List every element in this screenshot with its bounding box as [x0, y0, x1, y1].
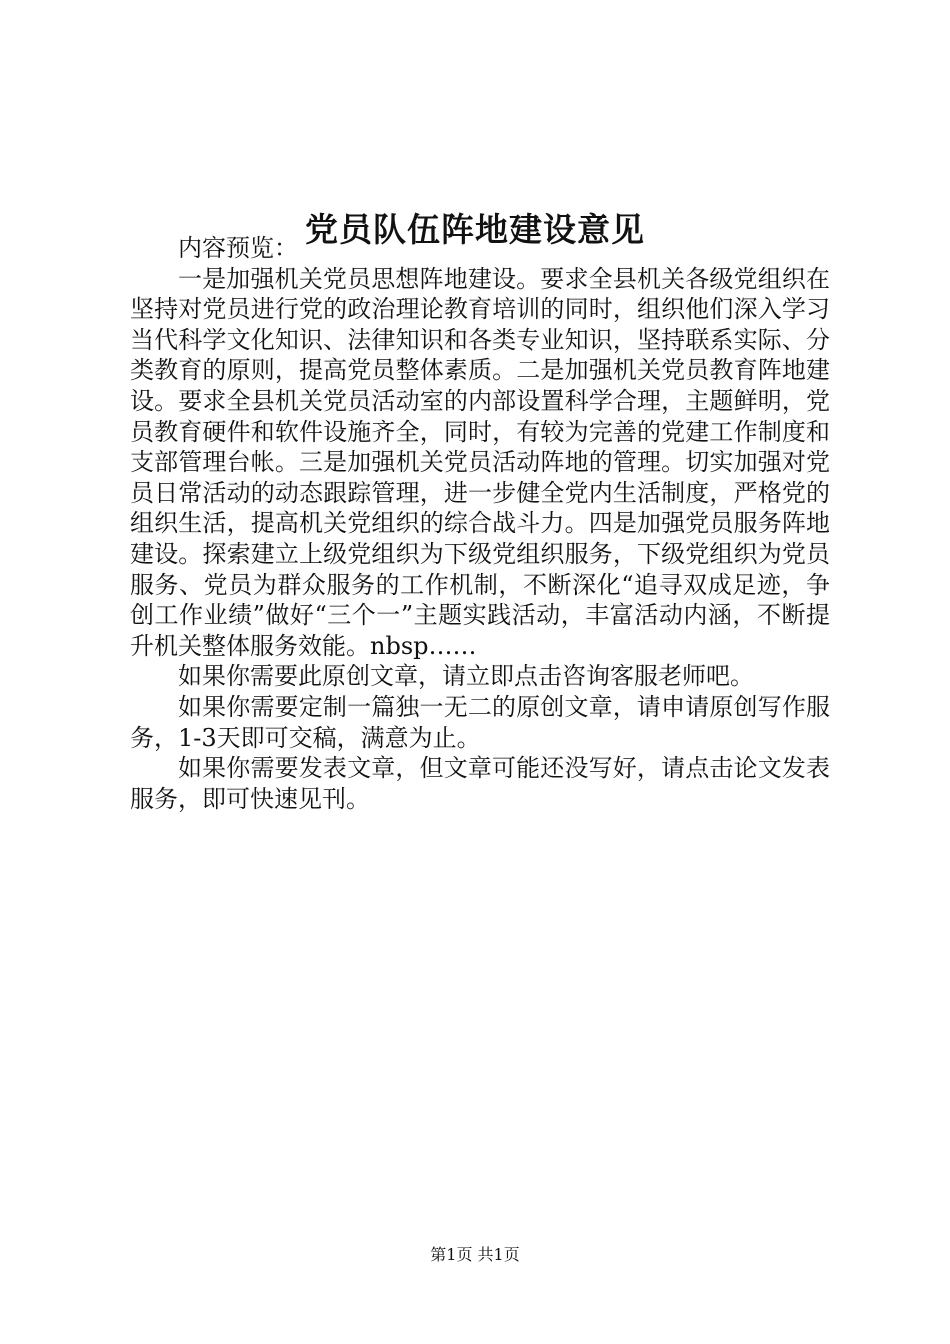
body-paragraph: 如果你需要此原创文章，请立即点击咨询客服老师吧。 [178, 662, 754, 691]
document-body [130, 233, 830, 814]
body-paragraph: 如果你需要发表文章，但文章可能还没写好，请点击论文发表服务，即可快速见刊。 [130, 754, 830, 813]
page-number-footer: 第1页 共1页 [430, 1245, 520, 1264]
page-title: 党员队伍阵地建设意见 [305, 210, 645, 250]
body-paragraph: 如果你需要定制一篇独一无二的原创文章，请申请原创写作服务，1-3天即可交稿，满意为止。 [130, 692, 830, 752]
preview-label: 内容预览： [178, 234, 298, 262]
body-paragraph: 一是加强机关党员思想阵地建设。要求全县机关各级党组织在坚持对党员进行党的政治理论教育培训的同时，组织他们深入学习当代科学文化知识、法律知识和各类专业知识，坚持联系实际、分类教育的原则，提高党员整体素质。二是加强机关党员教育阵地建设。要求全县机关党员活动室的内部设置科学合理，主题鲜明，党员教育硬件和软件设施齐全，同时，有较为完善的党建工作制度和支部管理台帐。三是加强机关党员活动阵地的管理。切实加强对党员日常活动的动态跟踪管理，进一步健全党内生活制度，严格党的组织生活，提高机关党组织的综合战斗力。四是加强党员服务阵地建设。探索建立上级党组织为下级党组织服务，下级党组织为党员服务、党员为群众服务的工作机制，不断深化“追寻双成足迹，争创工作业绩”做好“三个一”主题实践活动，丰富活动内涵，不断提升机关整体服务效能。nbsp…… [130, 264, 830, 660]
